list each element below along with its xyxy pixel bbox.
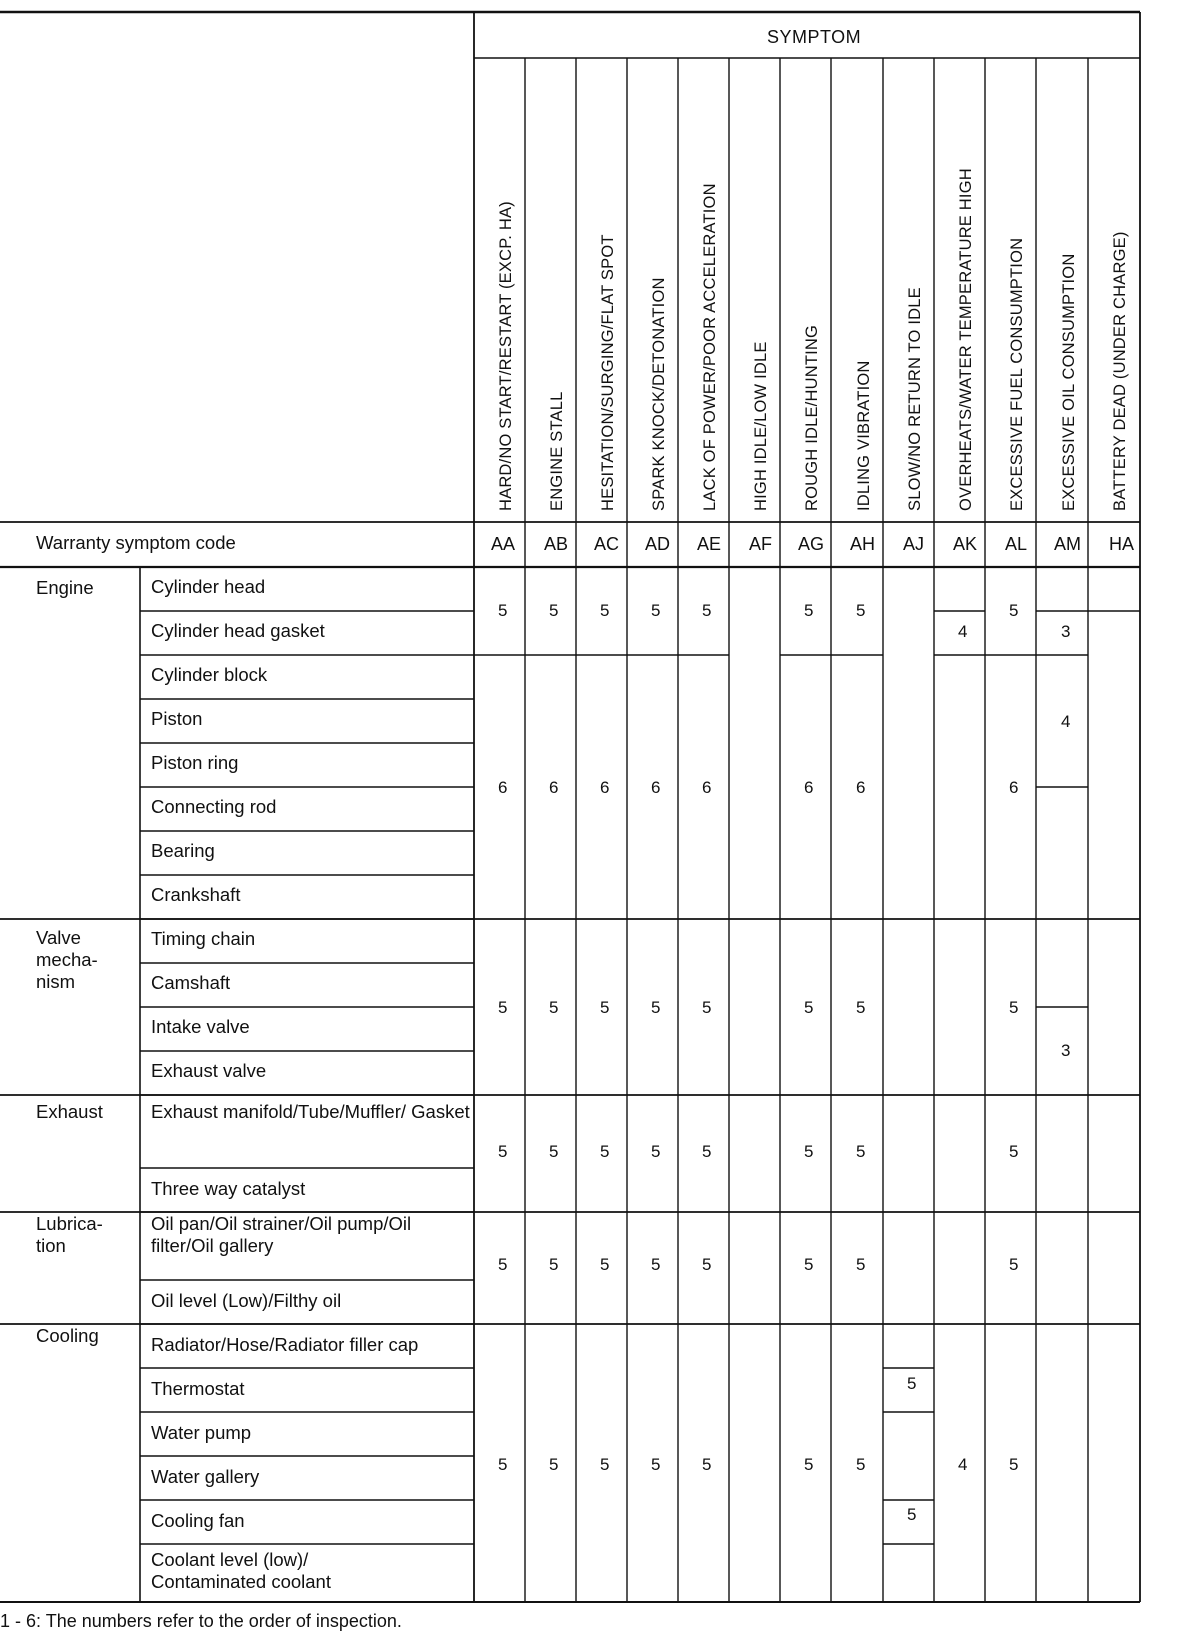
category-label: Lubrica- tion bbox=[36, 1213, 103, 1256]
inspection-order: 5 bbox=[549, 998, 559, 1017]
inspection-order: 3 bbox=[1061, 1041, 1071, 1060]
warranty-code-label: Warranty symptom code bbox=[36, 532, 236, 553]
symptom-code: AL bbox=[1005, 534, 1028, 554]
component-label: Crankshaft bbox=[151, 884, 241, 905]
inspection-order: 5 bbox=[651, 998, 661, 1017]
inspection-order: 5 bbox=[549, 601, 559, 620]
category-label: Cooling bbox=[36, 1325, 99, 1346]
inspection-order: 5 bbox=[702, 1255, 712, 1274]
inspection-order: 5 bbox=[702, 1455, 712, 1474]
component-label: Oil level (Low)/Filthy oil bbox=[151, 1290, 342, 1311]
inspection-order: 5 bbox=[1009, 1255, 1019, 1274]
component-label: Cylinder head gasket bbox=[151, 620, 325, 641]
component-label: Bearing bbox=[151, 840, 215, 861]
symptom-code: AK bbox=[953, 534, 978, 554]
symptom-name: EXCESSIVE FUEL CONSUMPTION bbox=[1008, 237, 1026, 511]
component-label: Water pump bbox=[151, 1422, 252, 1443]
symptom-name: HESITATION/SURGING/FLAT SPOT bbox=[599, 234, 617, 511]
symptom-code: AM bbox=[1054, 534, 1081, 554]
footnote: 1 - 6: The numbers refer to the order of inspection. bbox=[0, 1611, 402, 1631]
inspection-order: 5 bbox=[804, 601, 814, 620]
symptom-header: SYMPTOM bbox=[767, 27, 862, 47]
symptom-name: SPARK KNOCK/DETONATION bbox=[650, 277, 668, 511]
symptom-name: EXCESSIVE OIL CONSUMPTION bbox=[1060, 253, 1078, 511]
component-label: Piston bbox=[151, 708, 203, 729]
inspection-order: 5 bbox=[651, 601, 661, 620]
inspection-order: 5 bbox=[856, 601, 866, 620]
inspection-order: 5 bbox=[600, 1455, 610, 1474]
symptom-code: AE bbox=[697, 534, 722, 554]
inspection-order: 5 bbox=[600, 1142, 610, 1161]
inspection-order: 5 bbox=[498, 601, 508, 620]
inspection-order: 6 bbox=[856, 778, 866, 797]
inspection-order: 4 bbox=[958, 622, 968, 641]
component-label: Camshaft bbox=[151, 972, 231, 993]
inspection-order: 5 bbox=[702, 601, 712, 620]
symptom-name: LACK OF POWER/POOR ACCELERATION bbox=[701, 183, 719, 511]
symptom-code: AH bbox=[850, 534, 876, 554]
inspection-order: 4 bbox=[1061, 712, 1071, 731]
component-label: Three way catalyst bbox=[151, 1178, 306, 1199]
symptom-code: AA bbox=[491, 534, 516, 554]
component-label: Connecting rod bbox=[151, 796, 277, 817]
symptom-code: HA bbox=[1109, 534, 1135, 554]
component-label: Radiator/Hose/Radiator filler cap bbox=[151, 1334, 419, 1355]
inspection-order: 5 bbox=[549, 1142, 559, 1161]
component-label: Intake valve bbox=[151, 1016, 250, 1037]
inspection-order: 5 bbox=[651, 1255, 661, 1274]
inspection-order: 5 bbox=[498, 998, 508, 1017]
inspection-order: 5 bbox=[549, 1455, 559, 1474]
inspection-order: 5 bbox=[702, 1142, 712, 1161]
inspection-order: 5 bbox=[907, 1505, 917, 1524]
inspection-order: 6 bbox=[651, 778, 661, 797]
inspection-order: 5 bbox=[600, 998, 610, 1017]
symptom-name: HIGH IDLE/LOW IDLE bbox=[752, 341, 770, 511]
inspection-order: 5 bbox=[804, 1255, 814, 1274]
symptom-name: SLOW/NO RETURN TO IDLE bbox=[906, 287, 924, 511]
symptom-code: AG bbox=[798, 534, 825, 554]
inspection-order: 6 bbox=[1009, 778, 1019, 797]
component-label: Thermostat bbox=[151, 1378, 245, 1399]
component-label: Water gallery bbox=[151, 1466, 260, 1487]
component-label: Exhaust valve bbox=[151, 1060, 267, 1081]
symptom-code: AC bbox=[594, 534, 620, 554]
symptom-code: AD bbox=[645, 534, 671, 554]
inspection-order: 5 bbox=[600, 1255, 610, 1274]
symptom-name: BATTERY DEAD (UNDER CHARGE) bbox=[1111, 231, 1129, 511]
inspection-order: 5 bbox=[856, 1142, 866, 1161]
inspection-order: 5 bbox=[856, 998, 866, 1017]
inspection-order: 5 bbox=[856, 1255, 866, 1274]
inspection-order: 6 bbox=[702, 778, 712, 797]
inspection-order: 6 bbox=[498, 778, 508, 797]
component-label: Cylinder block bbox=[151, 664, 268, 685]
symptom-name: ROUGH IDLE/HUNTING bbox=[803, 324, 821, 511]
inspection-order: 5 bbox=[702, 998, 712, 1017]
inspection-order: 5 bbox=[600, 601, 610, 620]
inspection-order: 6 bbox=[600, 778, 610, 797]
category-label: Valve mecha- nism bbox=[36, 927, 98, 992]
symptom-name: HARD/NO START/RESTART (EXCP. HA) bbox=[497, 201, 515, 511]
inspection-order: 5 bbox=[498, 1142, 508, 1161]
category-label: Exhaust bbox=[36, 1101, 103, 1122]
symptom-name: OVERHEATS/WATER TEMPERATURE HIGH bbox=[957, 168, 975, 511]
inspection-order: 5 bbox=[1009, 1142, 1019, 1161]
component-label: Cylinder head bbox=[151, 576, 266, 597]
component-label: Exhaust manifold/Tube/Muffler/ Gasket bbox=[151, 1101, 470, 1122]
inspection-order: 5 bbox=[804, 998, 814, 1017]
inspection-order: 5 bbox=[856, 1455, 866, 1474]
inspection-order: 5 bbox=[651, 1142, 661, 1161]
symptom-code: AJ bbox=[903, 534, 925, 554]
inspection-order: 5 bbox=[1009, 998, 1019, 1017]
symptom-code: AF bbox=[749, 534, 773, 554]
inspection-order: 5 bbox=[1009, 1455, 1019, 1474]
inspection-order: 5 bbox=[549, 1255, 559, 1274]
inspection-order: 5 bbox=[804, 1142, 814, 1161]
category-label: Engine bbox=[36, 577, 94, 598]
inspection-order: 5 bbox=[1009, 601, 1019, 620]
inspection-order: 5 bbox=[651, 1455, 661, 1474]
inspection-order: 5 bbox=[907, 1374, 917, 1393]
symptom-code: AB bbox=[544, 534, 569, 554]
inspection-order: 6 bbox=[804, 778, 814, 797]
inspection-order: 5 bbox=[498, 1455, 508, 1474]
component-label: Oil pan/Oil strainer/Oil pump/Oil filter/Oil gallery bbox=[151, 1213, 412, 1256]
inspection-order: 3 bbox=[1061, 622, 1071, 641]
symptom-name: IDLING VIBRATION bbox=[855, 360, 873, 511]
component-label: Piston ring bbox=[151, 752, 239, 773]
component-label: Coolant level (low)/ Contaminated coolant bbox=[151, 1549, 331, 1592]
inspection-order: 6 bbox=[549, 778, 559, 797]
inspection-order: 5 bbox=[498, 1255, 508, 1274]
symptom-name: ENGINE STALL bbox=[548, 391, 566, 511]
component-label: Timing chain bbox=[151, 928, 256, 949]
inspection-order: 4 bbox=[958, 1455, 968, 1474]
component-label: Cooling fan bbox=[151, 1510, 245, 1531]
inspection-order: 5 bbox=[804, 1455, 814, 1474]
